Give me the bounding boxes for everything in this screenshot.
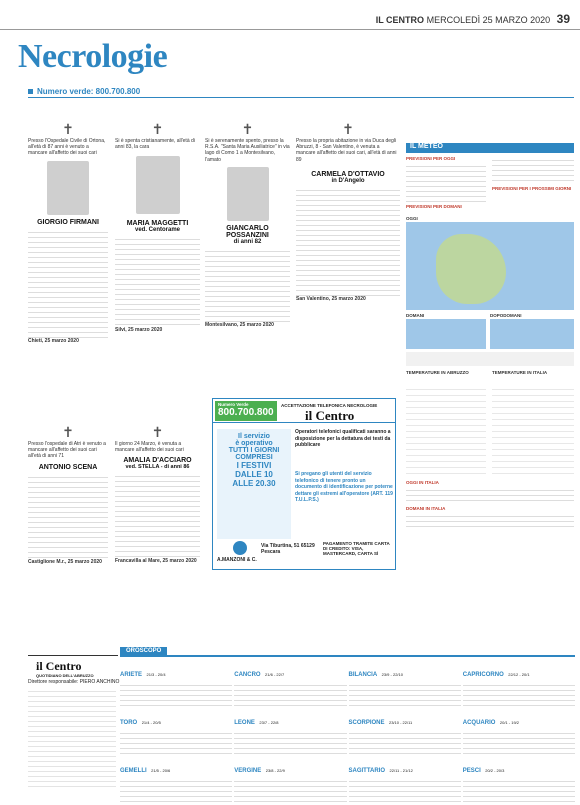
header-rule xyxy=(0,29,580,30)
obituary-5 xyxy=(28,425,108,565)
oroscopo-grid xyxy=(120,663,575,791)
domani-italia-title: DOMANI IN ITALIA xyxy=(406,506,446,511)
temp-abruzzo-table xyxy=(406,384,486,474)
ad-service-line: TUTTI I GIORNI xyxy=(228,447,280,454)
sign-name: GEMELLI xyxy=(120,768,147,774)
ad-necrologie xyxy=(212,398,396,570)
sign-text xyxy=(234,729,346,757)
prev-domani: PREVISIONI PER DOMANI xyxy=(406,204,462,209)
ad-service-line: è operativo xyxy=(235,440,273,447)
obit-intro: Presso la propria abitazione in via Duca degli Abruzzi, 8 - San Valentino, è venuta a mancare all'affetto dei suoi cari, all'età di anni 89 xyxy=(296,138,397,163)
weather-map-dopodomani xyxy=(490,319,574,349)
obit-name: CARMELA D'OTTAVIO xyxy=(311,170,385,178)
ad-service-line: ALLE 20.30 xyxy=(232,479,276,488)
sign-name: VERGINE xyxy=(234,768,262,774)
sign-pesci xyxy=(463,759,575,805)
sign-date: 23/8 - 22/9 xyxy=(265,768,285,773)
obit-name: MARIA MAGGETTI xyxy=(126,220,189,228)
prev-giorni-text xyxy=(492,156,574,184)
sign-capricorno xyxy=(463,663,575,709)
obit-date: Montesilvano, 25 marzo 2020 xyxy=(205,321,274,328)
sign-text xyxy=(349,729,461,757)
sign-text xyxy=(234,681,346,709)
manzoni-logo xyxy=(233,541,247,555)
obituary-6 xyxy=(115,425,200,565)
ad-tagline: ACCETTAZIONE TELEFONICA NECROLOGIE xyxy=(281,403,378,408)
sign-vergine xyxy=(234,759,346,805)
prev-oggi-text xyxy=(406,162,486,202)
sign-leone xyxy=(234,711,346,757)
cross-icon: ✝ xyxy=(62,425,74,441)
obituary-2 xyxy=(115,122,200,334)
ad-phone-number: 800.700.800 xyxy=(218,407,274,418)
obit-text xyxy=(115,235,200,327)
obit-photo xyxy=(227,167,269,221)
sign-name: BILANCIA xyxy=(348,672,378,678)
ad-service-box xyxy=(217,429,291,539)
cross-icon: ✝ xyxy=(151,425,164,441)
sign-name: SCORPIONE xyxy=(348,720,385,726)
oroscopo-title: OROSCOPO xyxy=(120,647,167,655)
sign-sagittario xyxy=(349,759,461,805)
footer-sub: QUOTIDIANO DELL'ABRUZZO xyxy=(36,673,94,678)
sign-date: 21/3 - 20/4 xyxy=(146,672,166,677)
domani-italia-text xyxy=(406,512,574,530)
sign-name: PESCI xyxy=(462,768,481,774)
section-title: Necrologie xyxy=(18,38,168,75)
ad-payment: PAGAMENTO TRAMITE CARTA DI CREDITO: VISA, MASTERCARD, CARTA SÌ xyxy=(323,541,390,556)
footer-text xyxy=(28,687,116,791)
obituary-1 xyxy=(28,122,108,344)
obit-name: GIORGIO FIRMANI xyxy=(37,218,99,226)
prev-giorni: PREVISIONI PER I PROSSIMI GIORNI xyxy=(492,186,572,191)
ad-numero-verde-label: Numero Verde xyxy=(218,402,249,407)
temp-italia-table xyxy=(492,384,574,474)
oggi-italia-text xyxy=(406,486,574,504)
masthead-footer xyxy=(0,655,118,795)
numero-verde: Numero verde: 800.700.800 xyxy=(28,87,140,96)
page-header xyxy=(0,0,580,92)
sign-date: 22/11 - 21/12 xyxy=(389,768,413,773)
obituary-3 xyxy=(205,122,290,328)
map-land xyxy=(436,234,506,304)
sign-name: ACQUARIO xyxy=(462,720,496,726)
paper-name: IL CENTRO xyxy=(375,15,425,25)
oggi-italia-title: OGGI IN ITALIA xyxy=(406,480,439,485)
temp-italia-title: TEMPERATURE IN ITALIA xyxy=(492,370,548,375)
sign-bilancia xyxy=(349,663,461,709)
obit-intro: Presso l'ospedale di Atri è venuto a mancare all'affetto dei suoi cari all'età di anni 71 xyxy=(28,441,106,460)
header-divider xyxy=(28,97,574,98)
ad-brand: il Centro xyxy=(305,408,355,423)
ad-service-line: COMPRESI xyxy=(235,454,273,461)
obit-subname: ved. Centorame xyxy=(134,227,180,234)
obit-text xyxy=(205,247,290,322)
footer-brand: il Centro xyxy=(36,659,82,673)
obit-text xyxy=(115,472,200,558)
sign-text xyxy=(234,777,346,805)
sign-text xyxy=(120,777,232,805)
sign-date: 23/10 - 22/11 xyxy=(388,720,413,725)
sign-name: CAPRICORNO xyxy=(462,672,504,678)
sign-date: 21/5 - 20/6 xyxy=(151,768,171,773)
sign-name: TORO xyxy=(120,720,138,726)
ad-request: Si pregano gli utenti del servizio telefonico di tenere pronto un documento di identificazione per poterne dettare gli estremi all'operatore (ART. 119 T.U.L.P.S.) xyxy=(295,471,393,503)
prev-oggi: PREVISIONI PER OGGI xyxy=(406,156,456,161)
page-number: 39 xyxy=(556,12,570,26)
obit-text xyxy=(296,186,400,296)
obit-name: AMALIA D'ACCIARO xyxy=(123,457,192,465)
map-domani-label: DOMANI xyxy=(406,313,425,318)
sign-text xyxy=(349,777,461,805)
sign-date: 20/2 - 20/3 xyxy=(485,768,505,773)
sign-name: CANCRO xyxy=(234,672,261,678)
sign-ariete xyxy=(120,663,232,709)
sign-date: 21/6 - 22/7 xyxy=(265,672,285,677)
ad-number-box xyxy=(215,401,277,421)
obit-subname: di anni 82 xyxy=(233,238,262,245)
sign-toro xyxy=(120,711,232,757)
obit-text xyxy=(28,473,108,559)
sign-date: 23/7 - 22/8 xyxy=(259,720,279,725)
ad-service-line: DALLE 10 xyxy=(235,470,273,479)
sign-text xyxy=(120,729,232,757)
sign-cancro xyxy=(234,663,346,709)
sign-date: 20/1 - 19/2 xyxy=(499,720,519,725)
weather-map-oggi xyxy=(406,222,574,310)
ad-top-bar xyxy=(213,399,395,423)
ad-service-line: Il servizio xyxy=(238,433,270,440)
sign-text xyxy=(463,681,575,709)
ad-service-line: I FESTIVI xyxy=(236,461,272,470)
sign-date: 22/12 - 20/1 xyxy=(508,672,530,677)
sign-text xyxy=(463,777,575,805)
obit-subname: ved. STELLA - di anni 86 xyxy=(125,464,190,471)
obit-photo xyxy=(47,161,89,215)
obit-intro: Si è spenta cristianamente, all'età di anni 83, la cara xyxy=(115,138,195,151)
cross-icon: ✝ xyxy=(151,122,164,138)
weather-legend xyxy=(406,352,574,366)
header-meta xyxy=(376,12,570,26)
sign-name: LEONE xyxy=(234,720,255,726)
footer-director: Direttore responsabile: PIERO ANCHINO xyxy=(28,679,120,685)
obit-intro: Il giorno 24 Marzo, è venuta a mancare all'affetto dei suoi cari xyxy=(115,441,184,454)
weather-map-domani xyxy=(406,319,486,349)
sign-name: ARIETE xyxy=(120,672,143,678)
obit-photo xyxy=(136,156,180,214)
header-date: MERCOLEDÌ 25 MARZO 2020 xyxy=(426,15,551,25)
sign-date: 21/4 - 20/5 xyxy=(141,720,161,725)
obit-date: San Valentino, 25 marzo 2020 xyxy=(296,295,366,302)
obit-intro: Presso l'Ospedale Civile di Ortona, all'età di 87 anni è venuto a mancare all'affetto dei suoi cari xyxy=(28,138,106,157)
ad-manzoni: A.MANZONI & C. xyxy=(217,557,257,563)
obit-date: Silvi, 25 marzo 2020 xyxy=(115,327,163,334)
ad-address: Via Tiburtina, 51 65129 Pescara xyxy=(261,543,315,555)
obituary-4 xyxy=(296,122,400,302)
obit-date: Castiglione M.r., 25 marzo 2020 xyxy=(28,558,102,565)
obit-text xyxy=(28,228,108,338)
obit-date: Francavilla al Mare, 25 marzo 2020 xyxy=(115,558,197,565)
sign-date: 23/9 - 22/10 xyxy=(381,672,403,677)
sign-acquario xyxy=(463,711,575,757)
sign-name: SAGITTARIO xyxy=(348,768,386,774)
temp-abruzzo-title: TEMPERATURE IN ABRUZZO xyxy=(406,370,469,375)
obit-name: ANTONIO SCENA xyxy=(38,463,98,471)
cross-icon: ✝ xyxy=(241,122,254,138)
sign-text xyxy=(120,681,232,709)
obit-name: GIANCARLO POSSANZINI xyxy=(226,224,269,239)
meteo-header: IL METEO xyxy=(406,143,574,153)
cross-icon: ✝ xyxy=(62,122,74,138)
oroscopo-section xyxy=(120,648,575,793)
map-oggi-label: OGGI xyxy=(406,216,418,221)
ad-operators: Operatori telefonici qualificati saranno a disposizione per la dettatura dei testi da pubblicare xyxy=(295,429,391,448)
obit-intro: Si è serenamente spento, presso la R.S.A. "Santa Maria Ausiliatrice" in via lago di Como 1 a Montesilvano, l'amato xyxy=(205,138,290,163)
sign-gemelli xyxy=(120,759,232,805)
map-dopodomani-label: DOPODOMANI xyxy=(490,313,522,318)
cross-icon: ✝ xyxy=(342,122,354,138)
meteo-forecasts xyxy=(406,156,574,218)
footer-rule xyxy=(28,655,118,656)
sign-scorpione xyxy=(349,711,461,757)
obit-date: Chieti, 25 marzo 2020 xyxy=(28,337,79,344)
sign-text xyxy=(463,729,575,757)
sign-text xyxy=(349,681,461,709)
obit-subname: in D'Angelo xyxy=(331,177,365,184)
